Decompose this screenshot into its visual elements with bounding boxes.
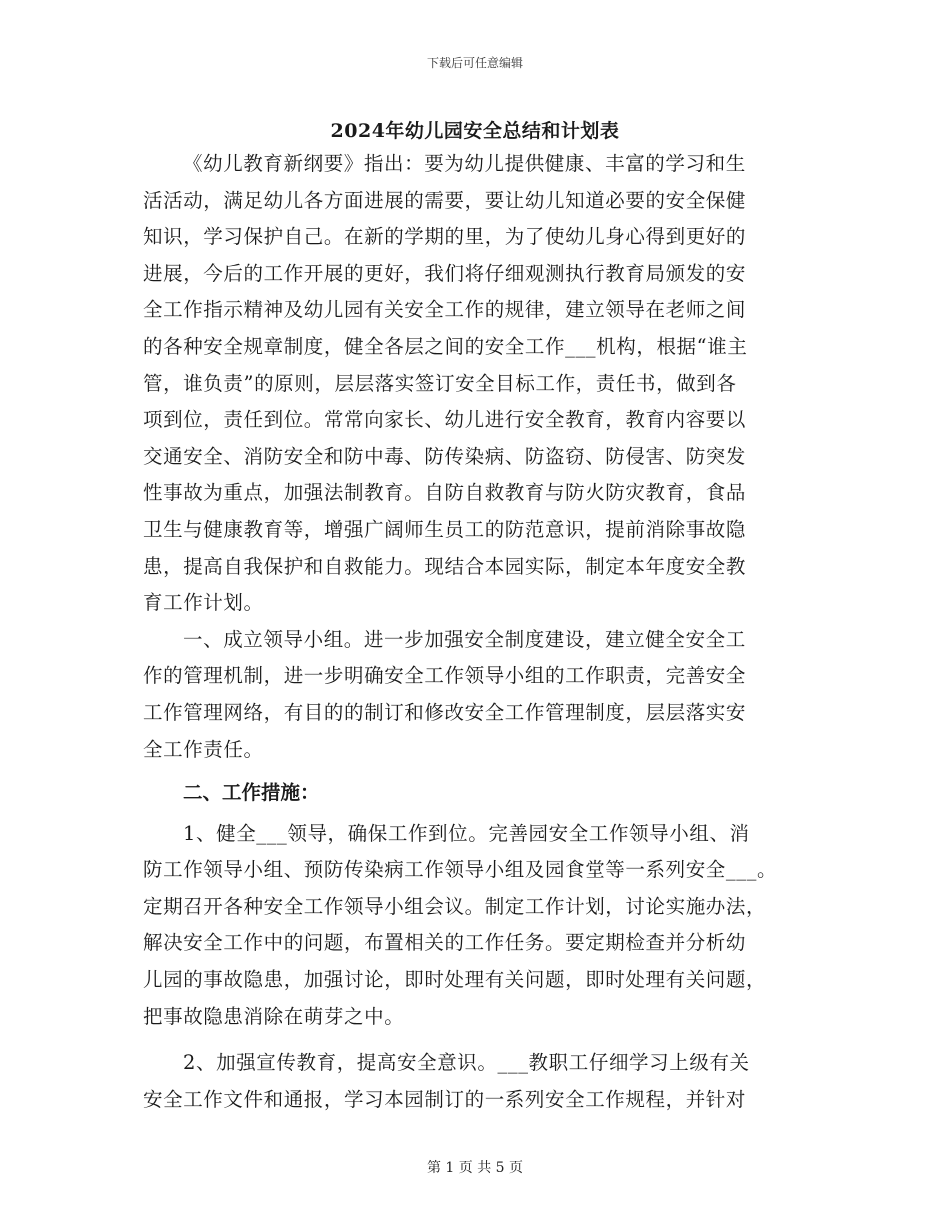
text-line: 卫生与健康教育等，增强广阔师生员工的防范意识，提前消除事故隐 (143, 517, 747, 541)
text-line: 2、加强宣传教育，提高安全意识。___教职工仔细学习上级有关 (183, 1051, 750, 1075)
text-line: 活活动，满足幼儿各方面进展的需要，要让幼儿知道必要的安全保健 (143, 188, 747, 212)
document-body (143, 146, 815, 1118)
text-line: 作的管理机制，进一步明确安全工作领导小组的工作职责，完善安全 (143, 664, 747, 688)
text-line: 1、健全___领导，确保工作到位。完善园安全工作领导小组、消 (183, 821, 750, 845)
text-line: 项到位，责任到位。常常向家长、幼儿进行安全教育，教育内容要以 (143, 408, 747, 432)
text-line: 管，谁负责”的原则，层层落实签订安全目标工作，责任书，做到各 (143, 371, 737, 395)
measure-paragraph (143, 1045, 815, 1118)
page-title: 2024年幼儿园安全总结和计划表 (330, 120, 620, 142)
text-line: 解决安全工作中的问题，布置相关的工作任务。要定期检查并分析幼 (143, 931, 747, 955)
text-line: 知识，学习保护自己。在新的学期的里，为了使幼儿身心得到更好的 (143, 225, 747, 249)
text-line: 进展，今后的工作开展的更好，我们将仔细观测执行教育局颁发的安 (143, 261, 747, 285)
intro-paragraph (143, 146, 815, 622)
text-line: 安全工作文件和通报，学习本园制订的一系列安全工作规程，并针对 (143, 1087, 747, 1111)
text-line: 育工作计划。 (143, 591, 264, 615)
text-line: 交通安全、消防安全和防中毒、防传染病、防盗窃、防侵害、防突发 (143, 444, 747, 468)
text-line: 的各种安全规章制度，健全各层之间的安全工作___机构，根据“谁主 (143, 334, 748, 358)
text-line: 《幼儿教育新纲要》指出：要为幼儿提供健康、丰富的学习和生 (183, 152, 746, 175)
text-line: 全工作责任。 (143, 737, 264, 761)
page-number: 第 1 页 共 5 页 (426, 1160, 524, 1176)
text-line: 儿园的事故隐患，加强讨论，即时处理有关问题，即时处理有关问题， (143, 968, 767, 992)
text-line: 性事故为重点，加强法制教育。自防自救教育与防火防灾教育，食品 (143, 481, 747, 505)
text-line: 工作管理网络，有目的的制订和修改安全工作管理制度，层层落实安 (143, 700, 747, 724)
text-line: 患，提高自我保护和自救能力。现结合本园实际，制定本年度安全教 (143, 554, 747, 578)
text-line: 一、成立领导小组。进一步加强安全制度建设，建立健全安全工 (183, 627, 746, 651)
section-one-paragraph (143, 622, 815, 768)
text-line: 全工作指示精神及幼儿园有关安全工作的规律，建立领导在老师之间 (143, 298, 747, 322)
text-line: 定期召开各种安全工作领导小组会议。制定工作计划，讨论实施办法， (143, 894, 767, 918)
measure-paragraph (143, 816, 815, 1036)
header-note: 下载后可任意编辑 (426, 56, 523, 70)
text-line: 把事故隐患消除在萌芽之中。 (143, 1004, 405, 1028)
text-line: 防工作领导小组、预防传染病工作领导小组及园食堂等一系列安全___。 (143, 858, 778, 882)
section-heading: 二、工作措施： (183, 781, 320, 805)
